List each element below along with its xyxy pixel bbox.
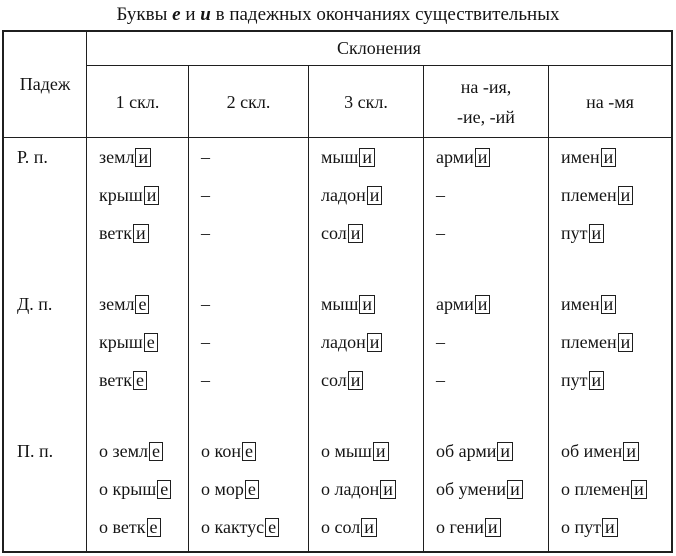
word-stem: имен — [561, 147, 600, 167]
boxed-ending: и — [601, 148, 617, 167]
word-entry — [436, 508, 548, 546]
case-group-pp — [17, 432, 86, 546]
case-column — [4, 137, 86, 551]
word-stem: ладон — [321, 185, 366, 205]
word-stem: арми — [436, 294, 474, 314]
boxed-ending: е — [147, 518, 161, 537]
header-na-iya — [423, 65, 548, 137]
boxed-ending: е — [242, 442, 256, 461]
word-stem: о племен — [561, 479, 631, 499]
boxed-ending: и — [135, 148, 151, 167]
boxed-ending: и — [589, 224, 605, 243]
page-title — [0, 3, 676, 27]
word-stem: крыш — [99, 185, 143, 205]
title-letter-e: е — [172, 4, 181, 25]
boxed-ending: и — [367, 186, 383, 205]
boxed-ending: и — [475, 148, 491, 167]
word-entry — [561, 432, 671, 470]
dash-entry — [436, 323, 548, 361]
word-stem: о крыш — [99, 479, 157, 499]
word-entry — [99, 214, 188, 252]
word-entry — [321, 323, 423, 361]
word-stem: племен — [561, 185, 617, 205]
group-rp — [561, 138, 671, 252]
dash: – — [201, 370, 210, 390]
boxed-ending: е — [133, 371, 147, 390]
word-stem: ветк — [99, 370, 132, 390]
word-entry — [99, 508, 188, 546]
word-entry — [321, 508, 423, 546]
word-stem: о мыш — [321, 441, 372, 461]
word-entry — [561, 285, 671, 323]
header-case: Падеж — [19, 74, 71, 94]
boxed-ending: е — [144, 333, 158, 352]
dash-entry — [201, 361, 308, 399]
dash-entry — [201, 285, 308, 323]
word-stem: об умени — [436, 479, 507, 499]
word-stem: сол — [321, 370, 347, 390]
boxed-ending: е — [265, 518, 279, 537]
word-stem: племен — [561, 332, 617, 352]
word-entry — [99, 285, 188, 323]
case-label-rp: Р. п. — [17, 147, 48, 167]
header-declension-2: 2 скл. — [188, 65, 308, 137]
word-stem: мыш — [321, 294, 359, 314]
word-stem: мыш — [321, 147, 359, 167]
case-group-rp — [17, 138, 86, 252]
dash-entry — [201, 138, 308, 176]
word-stem: пут — [561, 223, 588, 243]
boxed-ending: и — [507, 480, 523, 499]
column-declension-1 — [86, 137, 188, 551]
word-entry — [561, 508, 671, 546]
header-na-iya-line2: -ие, -ий — [457, 106, 515, 127]
boxed-ending: и — [144, 186, 160, 205]
boxed-ending: и — [380, 480, 396, 499]
word-stem: земл — [99, 147, 135, 167]
boxed-ending: и — [359, 148, 375, 167]
column-na-iya — [423, 137, 548, 551]
title-letter-i: и — [200, 4, 211, 25]
word-stem: о кактус — [201, 517, 265, 537]
title-rest: в падежных окончаниях существительных — [215, 4, 560, 25]
word-entry — [561, 176, 671, 214]
dash: – — [201, 332, 210, 352]
group-dp — [99, 285, 188, 399]
dash-entry — [436, 176, 548, 214]
boxed-ending: е — [157, 480, 171, 499]
boxed-ending: и — [475, 295, 491, 314]
column-na-mya — [548, 137, 671, 551]
word-stem: пут — [561, 370, 588, 390]
word-entry — [321, 361, 423, 399]
boxed-ending: и — [601, 295, 617, 314]
dash: – — [436, 370, 445, 390]
dash-entry — [201, 214, 308, 252]
boxed-ending: и — [485, 518, 501, 537]
word-stem: об арми — [436, 441, 497, 461]
word-entry — [99, 470, 188, 508]
word-entry — [321, 214, 423, 252]
boxed-ending: и — [618, 186, 634, 205]
boxed-ending: и — [367, 333, 383, 352]
word-entry — [561, 361, 671, 399]
boxed-ending: и — [373, 442, 389, 461]
group-rp — [201, 138, 308, 252]
boxed-ending: е — [245, 480, 259, 499]
boxed-ending: и — [589, 371, 605, 390]
boxed-ending: и — [348, 371, 364, 390]
header-declensions: Склонения — [86, 32, 671, 65]
word-stem: крыш — [99, 332, 143, 352]
word-entry — [99, 361, 188, 399]
group-pp — [201, 432, 308, 546]
group-dp — [436, 285, 548, 399]
boxed-ending: и — [602, 518, 618, 537]
case-label-dp: Д. п. — [17, 294, 53, 314]
dash-entry — [201, 323, 308, 361]
word-entry — [321, 176, 423, 214]
word-entry — [321, 470, 423, 508]
word-entry — [321, 285, 423, 323]
boxed-ending: и — [497, 442, 513, 461]
word-entry — [561, 470, 671, 508]
dash: – — [436, 332, 445, 352]
group-rp — [321, 138, 423, 252]
boxed-ending: и — [361, 518, 377, 537]
group-pp — [321, 432, 423, 546]
column-declension-3 — [308, 137, 423, 551]
group-pp — [436, 432, 548, 546]
case-group-dp — [17, 285, 86, 399]
dash: – — [436, 223, 445, 243]
boxed-ending: е — [135, 295, 149, 314]
header-na-mya: на -мя — [548, 65, 671, 137]
word-stem: имен — [561, 294, 600, 314]
dash: – — [201, 185, 210, 205]
boxed-ending: и — [623, 442, 639, 461]
word-entry — [321, 138, 423, 176]
word-stem: арми — [436, 147, 474, 167]
dash: – — [436, 185, 445, 205]
declension-endings-table — [2, 30, 673, 553]
word-entry — [99, 176, 188, 214]
dash-entry — [201, 176, 308, 214]
word-entry — [201, 508, 308, 546]
word-entry — [436, 470, 548, 508]
boxed-ending: и — [631, 480, 647, 499]
word-entry — [201, 432, 308, 470]
word-stem: сол — [321, 223, 347, 243]
boxed-ending: е — [149, 442, 163, 461]
dash-entry — [436, 214, 548, 252]
word-stem: о ладон — [321, 479, 380, 499]
word-entry — [436, 285, 548, 323]
word-stem: о ветк — [99, 517, 146, 537]
dash-entry — [436, 361, 548, 399]
word-stem: земл — [99, 294, 135, 314]
word-stem: о пут — [561, 517, 601, 537]
dash: – — [201, 223, 210, 243]
word-stem: о земл — [99, 441, 148, 461]
word-entry — [201, 470, 308, 508]
word-entry — [99, 432, 188, 470]
group-dp — [321, 285, 423, 399]
header-declension-3: 3 скл. — [308, 65, 423, 137]
group-pp — [99, 432, 188, 546]
column-declension-2 — [188, 137, 308, 551]
header-na-iya-line1: на -ия, — [460, 76, 512, 97]
group-dp — [201, 285, 308, 399]
title-conjunction: и — [185, 4, 196, 25]
group-rp — [99, 138, 188, 252]
dash: – — [201, 294, 210, 314]
word-entry — [561, 214, 671, 252]
boxed-ending: и — [618, 333, 634, 352]
word-entry — [436, 432, 548, 470]
word-stem: об имен — [561, 441, 623, 461]
word-entry — [99, 323, 188, 361]
word-stem: о кон — [201, 441, 241, 461]
group-dp — [561, 285, 671, 399]
word-entry — [99, 138, 188, 176]
word-stem: ладон — [321, 332, 366, 352]
word-entry — [436, 138, 548, 176]
case-label-pp: П. п. — [17, 441, 54, 461]
word-stem: ветк — [99, 223, 132, 243]
boxed-ending: и — [359, 295, 375, 314]
title-word: Буквы — [116, 4, 168, 25]
header-declension-1: 1 скл. — [86, 65, 188, 137]
word-stem: о гени — [436, 517, 484, 537]
word-entry — [561, 323, 671, 361]
word-entry — [561, 138, 671, 176]
boxed-ending: и — [133, 224, 149, 243]
word-stem: о сол — [321, 517, 361, 537]
group-pp — [561, 432, 671, 546]
dash: – — [201, 147, 210, 167]
group-rp — [436, 138, 548, 252]
word-entry — [321, 432, 423, 470]
boxed-ending: и — [348, 224, 364, 243]
word-stem: о мор — [201, 479, 244, 499]
